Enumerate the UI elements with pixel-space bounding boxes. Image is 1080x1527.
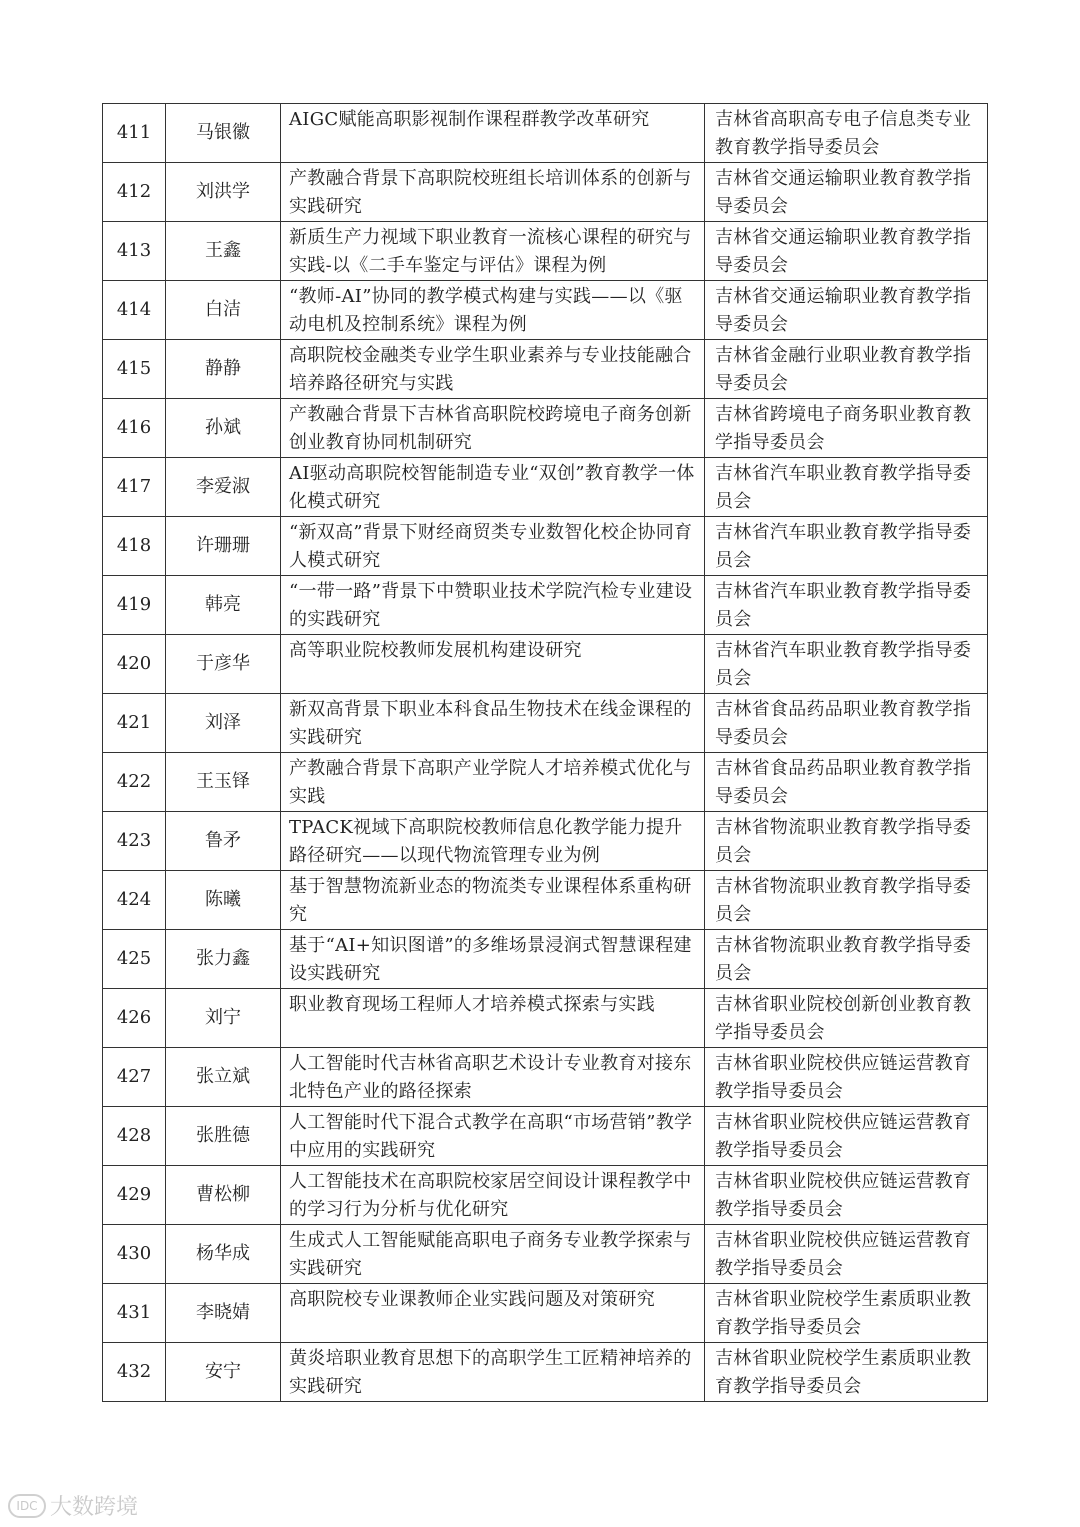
table-row <box>103 1107 988 1166</box>
applicant-name: 张力鑫 <box>166 930 281 989</box>
applicant-name: 李爱淑 <box>166 458 281 517</box>
project-title: 新质生产力视域下职业教育一流核心课程的研究与实践-以《二手车鉴定与评估》课程为例 <box>281 222 705 281</box>
organization: 吉林省职业院校供应链运营教育教学指导委员会 <box>705 1166 988 1225</box>
project-title: 高等职业院校教师发展机构建设研究 <box>281 635 705 694</box>
table-row <box>103 1284 988 1343</box>
table-row <box>103 871 988 930</box>
row-number: 422 <box>103 753 166 812</box>
project-title: 人工智能技术在高职院校家居空间设计课程教学中的学习行为分析与优化研究 <box>281 1166 705 1225</box>
row-number: 430 <box>103 1225 166 1284</box>
row-number: 412 <box>103 163 166 222</box>
table-row <box>103 1048 988 1107</box>
table-row <box>103 989 988 1048</box>
row-number: 419 <box>103 576 166 635</box>
applicant-name: 张立斌 <box>166 1048 281 1107</box>
organization: 吉林省交通运输职业教育教学指导委员会 <box>705 222 988 281</box>
row-number: 428 <box>103 1107 166 1166</box>
applicant-name: 杨华成 <box>166 1225 281 1284</box>
table-row <box>103 1343 988 1402</box>
organization: 吉林省职业院校供应链运营教育教学指导委员会 <box>705 1048 988 1107</box>
row-number: 420 <box>103 635 166 694</box>
applicant-name: 王玉铎 <box>166 753 281 812</box>
table-row <box>103 281 988 340</box>
project-title: 生成式人工智能赋能高职电子商务专业教学探索与实践研究 <box>281 1225 705 1284</box>
project-title: 新双高背景下职业本科食品生物技术在线金课程的实践研究 <box>281 694 705 753</box>
project-title: 基于“AI+知识图谱”的多维场景浸润式智慧课程建设实践研究 <box>281 930 705 989</box>
table-row <box>103 635 988 694</box>
table-row <box>103 930 988 989</box>
applicant-name: 许珊珊 <box>166 517 281 576</box>
organization: 吉林省职业院校学生素质职业教育教学指导委员会 <box>705 1343 988 1402</box>
organization: 吉林省高职高专电子信息类专业教育教学指导委员会 <box>705 104 988 163</box>
project-title: 高职院校金融类专业学生职业素养与专业技能融合培养路径研究与实践 <box>281 340 705 399</box>
table-row <box>103 576 988 635</box>
row-number: 416 <box>103 399 166 458</box>
row-number: 425 <box>103 930 166 989</box>
row-number: 418 <box>103 517 166 576</box>
applicant-name: 孙斌 <box>166 399 281 458</box>
applicant-name: 安宁 <box>166 1343 281 1402</box>
table-row <box>103 812 988 871</box>
table-row <box>103 163 988 222</box>
applicant-name: 陈曦 <box>166 871 281 930</box>
applicant-name: 刘洪学 <box>166 163 281 222</box>
row-number: 411 <box>103 104 166 163</box>
applicant-name: 静静 <box>166 340 281 399</box>
project-title: “一带一路”背景下中赞职业技术学院汽检专业建设的实践研究 <box>281 576 705 635</box>
row-number: 414 <box>103 281 166 340</box>
row-number: 415 <box>103 340 166 399</box>
organization: 吉林省金融行业职业教育教学指导委员会 <box>705 340 988 399</box>
project-table <box>102 103 988 1402</box>
table-row <box>103 340 988 399</box>
organization: 吉林省跨境电子商务职业教育教学指导委员会 <box>705 399 988 458</box>
project-title: 高职院校专业课教师企业实践问题及对策研究 <box>281 1284 705 1343</box>
project-title: 产教融合背景下高职院校班组长培训体系的创新与实践研究 <box>281 163 705 222</box>
applicant-name: 白洁 <box>166 281 281 340</box>
table-row <box>103 1166 988 1225</box>
watermark <box>8 1490 138 1521</box>
organization: 吉林省汽车职业教育教学指导委员会 <box>705 458 988 517</box>
table-row <box>103 1225 988 1284</box>
organization: 吉林省交通运输职业教育教学指导委员会 <box>705 163 988 222</box>
applicant-name: 刘宁 <box>166 989 281 1048</box>
table-row <box>103 753 988 812</box>
applicant-name: 张胜德 <box>166 1107 281 1166</box>
watermark-logo-icon: IDC <box>8 1494 46 1518</box>
table-row <box>103 222 988 281</box>
row-number: 426 <box>103 989 166 1048</box>
applicant-name: 鲁矛 <box>166 812 281 871</box>
organization: 吉林省职业院校供应链运营教育教学指导委员会 <box>705 1107 988 1166</box>
organization: 吉林省物流职业教育教学指导委员会 <box>705 812 988 871</box>
applicant-name: 曹松柳 <box>166 1166 281 1225</box>
organization: 吉林省物流职业教育教学指导委员会 <box>705 930 988 989</box>
organization: 吉林省职业院校创新创业教育教学指导委员会 <box>705 989 988 1048</box>
watermark-text: 大数跨境 <box>50 1495 139 1520</box>
project-title: 职业教育现场工程师人才培养模式探索与实践 <box>281 989 705 1048</box>
table-row <box>103 517 988 576</box>
organization: 吉林省汽车职业教育教学指导委员会 <box>705 576 988 635</box>
organization: 吉林省汽车职业教育教学指导委员会 <box>705 517 988 576</box>
applicant-name: 王鑫 <box>166 222 281 281</box>
applicant-name: 李晓婧 <box>166 1284 281 1343</box>
row-number: 424 <box>103 871 166 930</box>
project-title: AIGC赋能高职影视制作课程群教学改革研究 <box>281 104 705 163</box>
organization: 吉林省食品药品职业教育教学指导委员会 <box>705 753 988 812</box>
project-title: “新双高”背景下财经商贸类专业数智化校企协同育人模式研究 <box>281 517 705 576</box>
table-row <box>103 458 988 517</box>
organization: 吉林省交通运输职业教育教学指导委员会 <box>705 281 988 340</box>
applicant-name: 于彦华 <box>166 635 281 694</box>
organization: 吉林省汽车职业教育教学指导委员会 <box>705 635 988 694</box>
table-body <box>103 104 988 1402</box>
applicant-name: 刘泽 <box>166 694 281 753</box>
row-number: 423 <box>103 812 166 871</box>
project-title: 人工智能时代下混合式教学在高职“市场营销”教学中应用的实践研究 <box>281 1107 705 1166</box>
project-title: 产教融合背景下高职产业学院人才培养模式优化与实践 <box>281 753 705 812</box>
organization: 吉林省职业院校供应链运营教育教学指导委员会 <box>705 1225 988 1284</box>
table-row <box>103 694 988 753</box>
row-number: 429 <box>103 1166 166 1225</box>
project-title: 基于智慧物流新业态的物流类专业课程体系重构研究 <box>281 871 705 930</box>
table-row <box>103 399 988 458</box>
applicant-name: 马银徽 <box>166 104 281 163</box>
project-title: AI驱动高职院校智能制造专业“双创”教育教学一体化模式研究 <box>281 458 705 517</box>
row-number: 417 <box>103 458 166 517</box>
project-title: TPACK视域下高职院校教师信息化教学能力提升路径研究——以现代物流管理专业为例 <box>281 812 705 871</box>
row-number: 427 <box>103 1048 166 1107</box>
row-number: 421 <box>103 694 166 753</box>
organization: 吉林省食品药品职业教育教学指导委员会 <box>705 694 988 753</box>
organization: 吉林省物流职业教育教学指导委员会 <box>705 871 988 930</box>
project-title: 黄炎培职业教育思想下的高职学生工匠精神培养的实践研究 <box>281 1343 705 1402</box>
project-title: 人工智能时代吉林省高职艺术设计专业教育对接东北特色产业的路径探索 <box>281 1048 705 1107</box>
project-title: “教师-AI”协同的教学模式构建与实践——以《驱动电机及控制系统》课程为例 <box>281 281 705 340</box>
applicant-name: 韩亮 <box>166 576 281 635</box>
organization: 吉林省职业院校学生素质职业教育教学指导委员会 <box>705 1284 988 1343</box>
project-title: 产教融合背景下吉林省高职院校跨境电子商务创新创业教育协同机制研究 <box>281 399 705 458</box>
row-number: 431 <box>103 1284 166 1343</box>
row-number: 432 <box>103 1343 166 1402</box>
table-row <box>103 104 988 163</box>
row-number: 413 <box>103 222 166 281</box>
